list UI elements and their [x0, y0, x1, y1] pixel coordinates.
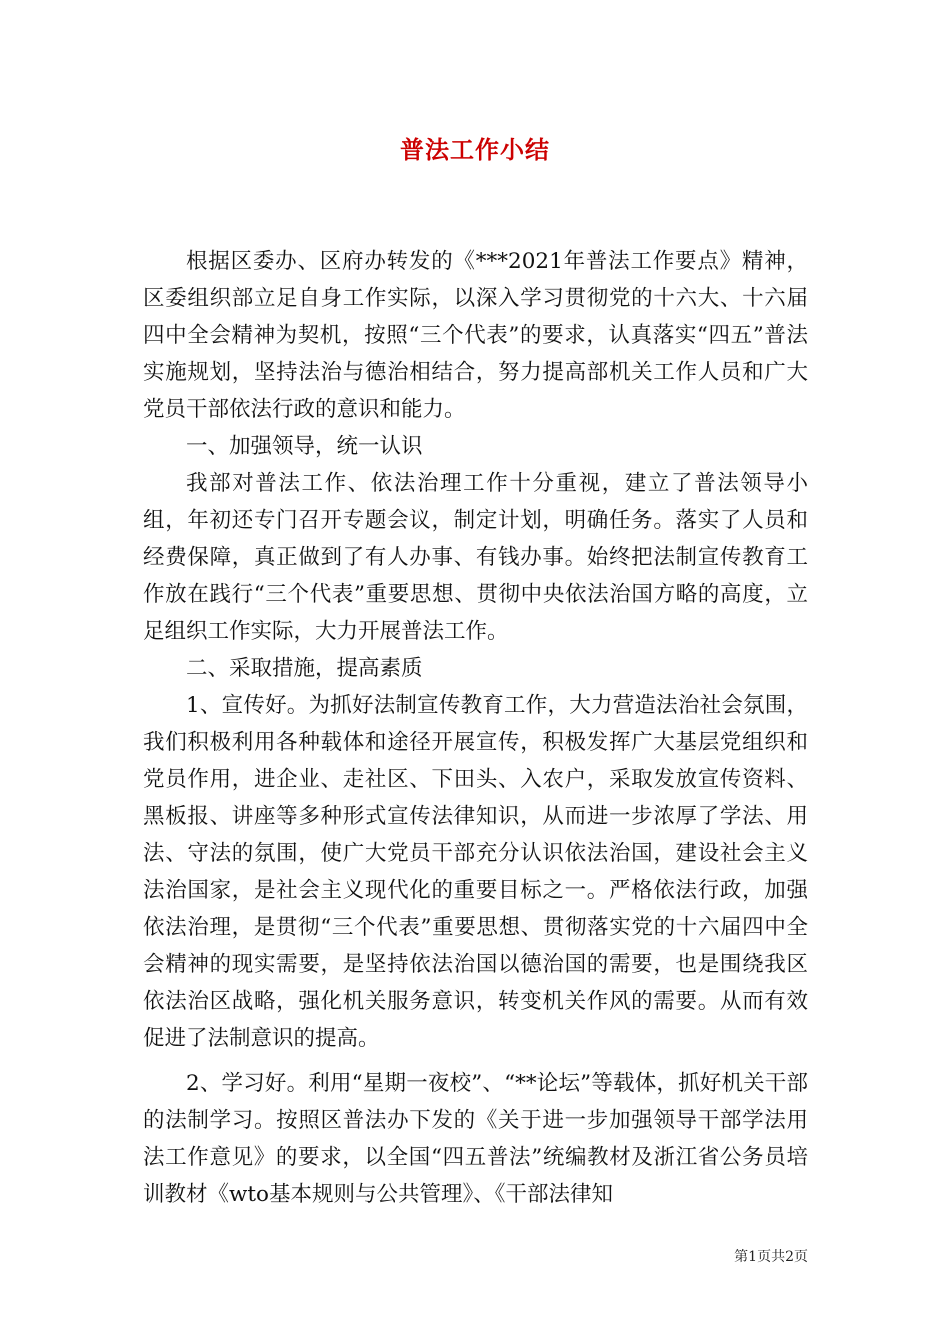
- paragraph-item-1: 1、宣传好。为抓好法制宣传教育工作，大力营造法治社会氛围，我们积极利用各种载体和途径开展宣传，积极发挥广大基层党组织和党员作用，进企业、走社区、下田头、入农户，采取发放宣传资料、黑板报、讲座等多种形式宣传法律知识，从而进一步浓厚了学法、用法、守法的氛围，使广大党员干部充分认识依法治国，建设社会主义法治国家，是社会主义现代化的重要目标之一。严格依法行政，加强依法治理，是贯彻“三个代表”重要思想、贯彻落实党的十六届四中全会精神的现实需要，是坚持依法治国以德治国的需要，也是围绕我区依法治区战略，强化机关服务意识，转变机关作风的需要。从而有效促进了法制意识的提高。: [143, 693, 808, 1051]
- paragraph-section-1: 我部对普法工作、依法治理工作十分重视，建立了普法领导小组，年初还专门召开专题会议，制定计划，明确任务。落实了人员和经费保障，真正做到了有人办事、有钱办事。始终把法制宣传教育工作放在践行“三个代表”重要思想、贯彻中央依法治国方略的高度，立足组织工作实际，大力开展普法工作。: [143, 471, 808, 644]
- page-number: 第1页共2页: [734, 1249, 808, 1265]
- section-heading-2: 二、采取措施，提高素质: [186, 656, 423, 681]
- document-body: [143, 243, 808, 1213]
- section-heading-1: 一、加强领导，统一认识: [186, 434, 423, 459]
- document-title: 普法工作小结: [400, 135, 550, 164]
- paragraph-intro: 根据区委办、区府办转发的《***2021年普法工作要点》精神，区委组织部立足自身工作实际，以深入学习贯彻党的十六大、十六届四中全会精神为契机，按照“三个代表”的要求，认真落实“四五”普法实施规划，坚持法治与德治相结合，努力提高部机关工作人员和广大党员干部依法行政的意识和能力。: [143, 249, 808, 422]
- paragraph-item-2: 2、学习好。利用“星期一夜校”、“**论坛”等载体，抓好机关干部的法制学习。按照区普法办下发的《关于进一步加强领导干部学法用法工作意见》的要求，以全国“四五普法”统编教材及浙江省公务员培训教材《wto基本规则与公共管理》、《干部法律知: [143, 1071, 808, 1207]
